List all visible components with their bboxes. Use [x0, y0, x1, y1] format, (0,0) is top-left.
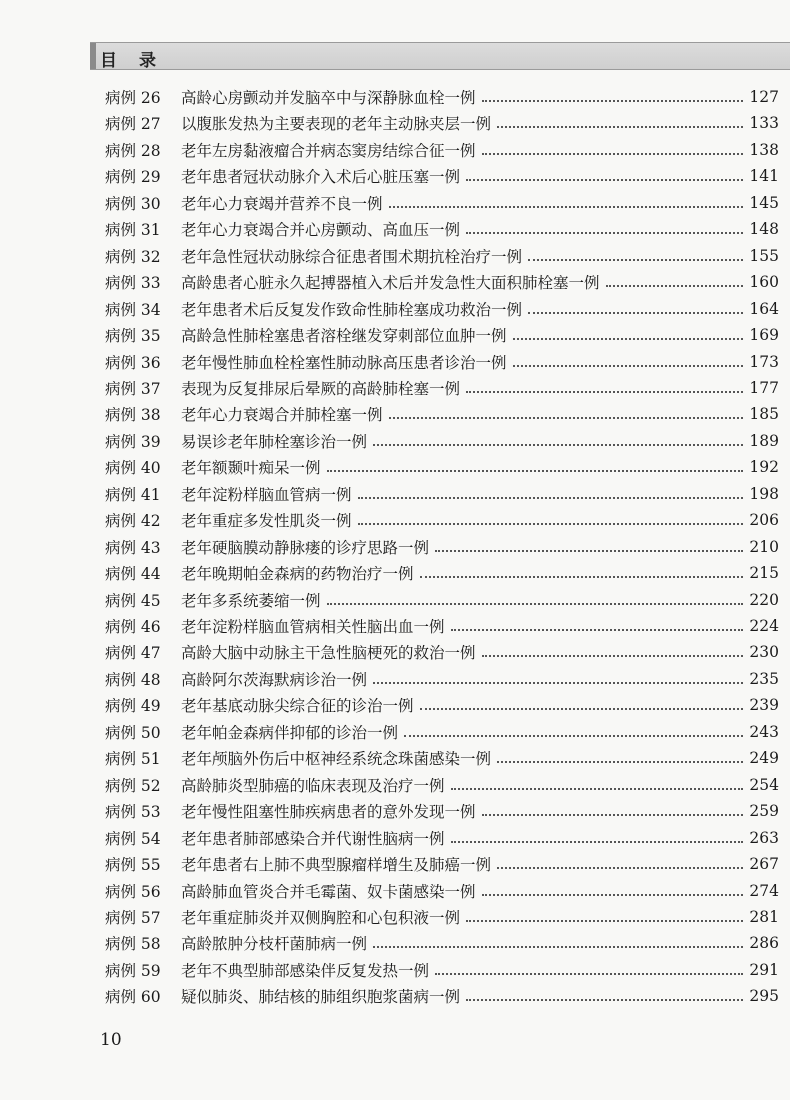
entry-page-number: 177 [749, 378, 779, 397]
case-title: 表现为反复排尿后晕厥的高龄肺栓塞一例 [181, 379, 461, 398]
case-title: 老年淀粉样脑血管病一例 [181, 485, 352, 504]
case-title: 高龄阿尔茨海默病诊治一例 [181, 670, 368, 689]
case-title: 老年硬脑膜动静脉瘘的诊疗思路一例 [181, 538, 430, 557]
case-number: 病例 48 [105, 670, 161, 689]
toc-entry [105, 983, 779, 1009]
entry-page-number: 230 [749, 643, 779, 662]
case-title: 老年患者右上肺不典型腺瘤样增生及肺癌一例 [181, 856, 492, 875]
entry-page-number: 254 [749, 775, 779, 794]
case-number: 病例 58 [105, 935, 161, 954]
dot-leader [435, 973, 743, 975]
entry-page-number: 267 [749, 855, 779, 874]
dot-leader [497, 761, 743, 763]
toc-entry [105, 745, 779, 771]
dot-leader [497, 867, 743, 869]
case-title: 老年额颞叶痴呆一例 [181, 459, 321, 478]
entry-page-number: 169 [749, 326, 779, 345]
entry-page-number: 224 [749, 617, 779, 635]
case-title: 老年多系统萎缩一例 [181, 591, 321, 610]
toc-entry [105, 772, 779, 798]
case-number: 病例 49 [105, 697, 161, 716]
dot-leader [435, 550, 743, 552]
case-title: 高龄肺血管炎合并毛霉菌、奴卡菌感染一例 [181, 882, 476, 901]
entry-page-number: 235 [749, 669, 779, 688]
case-number: 病例 42 [105, 512, 161, 531]
entry-page-number: 138 [749, 140, 779, 159]
toc-entry [105, 904, 779, 930]
entry-page-number: 185 [749, 405, 779, 424]
entry-page-number: 145 [749, 193, 779, 212]
case-number: 病例 26 [105, 89, 161, 107]
case-number: 病例 50 [105, 723, 161, 742]
entry-page-number: 160 [749, 273, 779, 292]
case-title: 老年慢性阻塞性肺疾病患者的意外发现一例 [181, 803, 476, 822]
case-title: 高龄急性肺栓塞患者溶栓继发穿刺部位血肿一例 [181, 327, 507, 346]
case-number: 病例 55 [105, 856, 161, 875]
dot-leader [606, 285, 743, 287]
case-title: 老年重症多发性肌炎一例 [181, 512, 352, 531]
dot-leader [358, 497, 743, 499]
case-number: 病例 60 [105, 988, 161, 1007]
toc-entry [105, 163, 779, 189]
case-number: 病例 53 [105, 803, 161, 822]
page-title: 目录 [100, 51, 178, 71]
toc-entry [105, 587, 779, 613]
toc-entry [105, 930, 779, 956]
toc-entry [105, 481, 779, 507]
dot-leader [528, 259, 743, 261]
case-title: 老年心力衰竭合并心房颤动、高血压一例 [181, 221, 461, 240]
toc-entry [105, 243, 779, 269]
entry-page-number: 192 [749, 458, 779, 477]
case-title: 老年帕金森病伴抑郁的诊治一例 [181, 723, 399, 742]
case-title: 疑似肺炎、肺结核的肺组织胞浆菌病一例 [181, 988, 461, 1007]
toc-entry [105, 137, 779, 163]
dot-leader [358, 523, 743, 525]
case-title: 老年心力衰竭并营养不良一例 [181, 194, 383, 213]
case-title: 老年急性冠状动脉综合征患者围术期抗栓治疗一例 [181, 247, 523, 266]
dot-leader [327, 470, 743, 472]
case-number: 病例 34 [105, 300, 161, 319]
toc-entry [105, 375, 779, 401]
toc-entry [105, 84, 779, 110]
entry-page-number: 249 [749, 749, 779, 768]
dot-leader [513, 365, 743, 367]
header-bar [90, 42, 790, 70]
case-number: 病例 44 [105, 565, 161, 584]
case-title: 高龄大脑中动脉主干急性脑梗死的救治一例 [181, 644, 476, 663]
dot-leader [373, 444, 743, 446]
entry-page-number: 281 [749, 907, 779, 926]
case-number: 病例 46 [105, 618, 161, 636]
dot-leader [528, 312, 743, 314]
toc-entry [105, 110, 779, 136]
case-number: 病例 52 [105, 776, 161, 795]
toc-entry [105, 957, 779, 983]
case-title: 老年左房黏液瘤合并病态窦房结综合征一例 [181, 141, 476, 160]
case-title: 老年淀粉样脑血管病相关性脑出血一例 [181, 618, 445, 636]
dot-leader [482, 153, 743, 155]
case-title: 高龄肺炎型肺癌的临床表现及治疗一例 [181, 776, 445, 795]
toc-entry [105, 507, 779, 533]
dot-leader [373, 682, 743, 684]
case-title: 老年基底动脉尖综合征的诊治一例 [181, 697, 414, 716]
case-number: 病例 39 [105, 432, 161, 451]
entry-page-number: 259 [749, 802, 779, 821]
entry-page-number: 141 [749, 167, 779, 186]
case-number: 病例 54 [105, 829, 161, 848]
case-number: 病例 35 [105, 327, 161, 346]
header-accent [90, 43, 96, 69]
dot-leader [466, 999, 743, 1001]
dot-leader [373, 946, 743, 948]
case-number: 病例 32 [105, 247, 161, 266]
case-number: 病例 33 [105, 274, 161, 293]
case-title: 老年重症肺炎并双侧胸腔和心包积液一例 [181, 908, 461, 927]
entry-page-number: 295 [749, 987, 779, 1006]
entry-page-number: 148 [749, 220, 779, 239]
dot-leader [451, 788, 743, 790]
entry-page-number: 210 [749, 537, 779, 556]
case-title: 老年患者肺部感染合并代谢性脑病一例 [181, 829, 445, 848]
case-number: 病例 56 [105, 882, 161, 901]
dot-leader [497, 126, 743, 128]
case-number: 病例 40 [105, 459, 161, 478]
toc-entry [105, 613, 779, 639]
toc-entry [105, 349, 779, 375]
entry-page-number: 220 [749, 590, 779, 609]
entry-page-number: 215 [749, 564, 779, 583]
case-number: 病例 45 [105, 591, 161, 610]
case-number: 病例 59 [105, 961, 161, 980]
case-title: 老年慢性肺血栓栓塞性肺动脉高压患者诊治一例 [181, 353, 507, 372]
entry-page-number: 133 [749, 114, 779, 133]
entry-page-number: 164 [749, 299, 779, 318]
toc-entry [105, 878, 779, 904]
entry-page-number: 243 [749, 722, 779, 741]
dot-leader [482, 100, 743, 102]
case-title: 以腹胀发热为主要表现的老年主动脉夹层一例 [181, 115, 492, 134]
entry-page-number: 189 [749, 431, 779, 450]
case-title: 易误诊老年肺栓塞诊治一例 [181, 432, 368, 451]
toc-entry [105, 851, 779, 877]
case-number: 病例 43 [105, 538, 161, 557]
dot-leader [482, 814, 743, 816]
case-title: 高龄患者心脏永久起搏器植入术后并发急性大面积肺栓塞一例 [181, 274, 600, 293]
case-number: 病例 57 [105, 908, 161, 927]
case-number: 病例 29 [105, 168, 161, 187]
toc-entry [105, 825, 779, 851]
case-title: 老年患者冠状动脉介入术后心脏压塞一例 [181, 168, 461, 187]
case-title: 老年心力衰竭合并肺栓塞一例 [181, 406, 383, 425]
toc-entry [105, 269, 779, 295]
case-title: 高龄脓肿分枝杆菌肺病一例 [181, 935, 368, 954]
case-number: 病例 51 [105, 750, 161, 769]
case-number: 病例 37 [105, 379, 161, 398]
dot-leader [451, 629, 743, 631]
dot-leader [466, 920, 743, 922]
dot-leader [513, 338, 743, 340]
dot-leader [466, 391, 743, 393]
case-title: 老年晚期帕金森病的药物治疗一例 [181, 565, 414, 584]
case-number: 病例 47 [105, 644, 161, 663]
dot-leader [466, 179, 743, 181]
dot-leader [482, 655, 743, 657]
case-title: 老年颅脑外伤后中枢神经系统念珠菌感染一例 [181, 750, 492, 769]
entry-page-number: 155 [749, 246, 779, 265]
dot-leader [451, 841, 743, 843]
entry-page-number: 263 [749, 828, 779, 847]
case-number: 病例 38 [105, 406, 161, 425]
entry-page-number: 206 [749, 511, 779, 530]
case-title: 高龄心房颤动并发脑卒中与深静脉血栓一例 [181, 89, 476, 107]
entry-page-number: 274 [749, 881, 779, 900]
dot-leader [327, 603, 743, 605]
entry-page-number: 291 [749, 960, 779, 979]
toc-entry [105, 190, 779, 216]
dot-leader [389, 206, 743, 208]
toc-entry [105, 798, 779, 824]
dot-leader [466, 232, 743, 234]
entry-page-number: 239 [749, 696, 779, 715]
toc-entry [105, 216, 779, 242]
case-number: 病例 30 [105, 194, 161, 213]
dot-leader [404, 735, 743, 737]
toc-entry [105, 666, 779, 692]
case-number: 病例 31 [105, 221, 161, 240]
toc-entry [105, 401, 779, 427]
case-number: 病例 27 [105, 115, 161, 134]
entry-page-number: 198 [749, 484, 779, 503]
case-title: 老年患者术后反复发作致命性肺栓塞成功救治一例 [181, 300, 523, 319]
dot-leader [420, 576, 743, 578]
toc-entry [105, 692, 779, 718]
toc-entry [105, 296, 779, 322]
case-number: 病例 28 [105, 141, 161, 160]
entry-page-number: 173 [749, 352, 779, 371]
dot-leader [420, 708, 743, 710]
toc-entry [105, 322, 779, 348]
entry-page-number: 286 [749, 934, 779, 953]
case-number: 病例 41 [105, 485, 161, 504]
toc-entry [105, 560, 779, 586]
toc-entry [105, 639, 779, 665]
case-title: 老年不典型肺部感染伴反复发热一例 [181, 961, 430, 980]
case-number: 病例 36 [105, 353, 161, 372]
entry-page-number: 127 [749, 88, 779, 106]
toc-entry [105, 719, 779, 745]
page-number: 10 [100, 1030, 122, 1050]
dot-leader [482, 894, 743, 896]
toc-entry [105, 428, 779, 454]
toc-entry [105, 454, 779, 480]
dot-leader [389, 417, 743, 419]
toc-entry [105, 534, 779, 560]
